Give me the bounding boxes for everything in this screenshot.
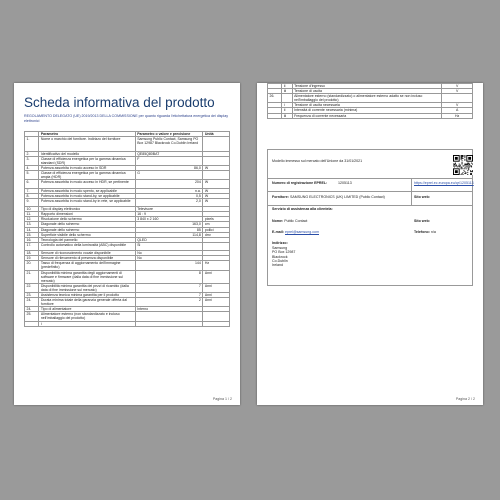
- row-value: QE85Q80BAT: [135, 151, 203, 156]
- address-label: Indirizzo:: [272, 241, 288, 245]
- row-value: 114,8: [135, 232, 203, 237]
- row-unit: Anni: [203, 293, 230, 298]
- table-row: [25, 242, 230, 250]
- row-number: 11.: [25, 212, 39, 217]
- page-number: Pagina 1 / 2: [212, 397, 232, 401]
- product-info-table: [24, 131, 230, 327]
- table-row: [25, 170, 230, 179]
- row-unit: Anni: [203, 298, 230, 307]
- address-line: Co.Dublin: [272, 258, 288, 263]
- row-subindex: ii: [282, 84, 292, 89]
- row-parameter: Alimentatore esterno (non standardizzato e incluso nell'imballaggio del prodotto): [39, 312, 135, 321]
- row-value: 0,5: [135, 193, 203, 198]
- row-parameter: Durata minima totale della garanzia generale offerta dal fornitore: [39, 298, 135, 307]
- table-row: [25, 261, 230, 270]
- row-parameter: Disponibilità minima garantita dei pezzi di ricambio (dalla data di fine immissione sul mercato): [39, 283, 135, 292]
- table-row: [25, 180, 230, 188]
- row-parameter: Potenza assorbita in modo spento, se applicabile: [39, 188, 135, 193]
- row-unit: Anni: [203, 270, 230, 283]
- row-parameter: Sensore di rilevamento di presenza disponibile: [39, 256, 135, 261]
- row-unit: cm: [203, 222, 230, 227]
- row-number: 19.: [25, 256, 39, 261]
- eprel-label: Numero di registrazione EPREL:: [272, 181, 328, 185]
- row-unit: W: [203, 198, 230, 206]
- email-link[interactable]: eprel@samsung.com: [284, 230, 319, 234]
- row-parameter: Alimentatore esterno (standardizzato) o alimentatore esterno adatto se non incluso nell'imballaggio del prodotto): [292, 94, 442, 103]
- row-parameter: Potenza assorbita in modo acceso in SDR: [39, 165, 135, 170]
- table-row: [25, 198, 230, 206]
- row-value: 163,0: [135, 222, 203, 227]
- table-row: [25, 298, 230, 307]
- row-unit: [203, 242, 230, 250]
- row-parameter: Risoluzione dello schermo: [39, 217, 135, 222]
- row-value: 3 840 x 2 160: [135, 217, 203, 222]
- row-unit: [442, 94, 473, 103]
- contact-name: Nome: Public Contact: [272, 219, 308, 223]
- row-parameter: Tensione di uscita necessaria: [292, 103, 442, 108]
- row-parameter: Nome o marchio del fornitore. Indirizzo del fornitore: [39, 137, 135, 152]
- row-number: 3.: [25, 156, 39, 165]
- table-row: [268, 113, 473, 118]
- row-number: 20.: [25, 261, 39, 270]
- row-parameter: Disponibilità minima garantita degli aggiornamenti di software e firmware (dalla data di fine immissione sul mercato): [39, 270, 135, 283]
- contact-phone: Telefono: n/a: [414, 230, 436, 234]
- supplier-field: Fornitore: SAMSUNG ELECTRONICS (UK) LIMITED (Public Contact): [272, 195, 385, 199]
- row-parameter: Tipo di alimentatore: [39, 307, 135, 312]
- row-number: 22.: [25, 283, 39, 292]
- address-line: Samsung: [272, 246, 288, 250]
- row-value: 2: [135, 298, 203, 307]
- address-line: Blackrock: [272, 254, 288, 259]
- row-unit: [203, 137, 230, 152]
- row-value: 7: [135, 293, 203, 298]
- page-number: Pagina 2 / 2: [455, 397, 475, 401]
- launch-note: Modello immesso sul mercato dell'Unione da 31/01/2021: [272, 159, 363, 163]
- document-page-1: [14, 83, 240, 405]
- row-value: Interno: [135, 307, 203, 312]
- row-parameter: Controllo automatico della luminosità (ABC) disponibile: [39, 242, 135, 250]
- row-parameter: Tensione di uscita: [292, 89, 442, 94]
- header-cell: Parametro o valore e precisione: [135, 132, 203, 137]
- row-unit: V: [442, 84, 473, 89]
- row-value: No: [135, 251, 203, 256]
- row-number: 7.: [25, 188, 39, 193]
- table-row: [25, 270, 230, 283]
- row-number: 24.: [25, 307, 39, 312]
- table-row: [268, 94, 473, 103]
- row-number: 9.: [25, 198, 39, 206]
- row-parameter: Tecnologia del pannello: [39, 237, 135, 242]
- row-subindex: i: [282, 103, 292, 108]
- row-parameter: Diagonale dello schermo: [39, 227, 135, 232]
- row-parameter: Sensore di riconoscimento vocale disponibile: [39, 251, 135, 256]
- row-unit: pollici: [203, 227, 230, 232]
- row-value: Si: [135, 242, 203, 250]
- row-unit: Hz: [442, 113, 473, 118]
- row-parameter: Frequenza di corrente necessaria: [292, 113, 442, 118]
- row-number: 16.: [25, 237, 39, 242]
- row-value: n.a.: [135, 188, 203, 193]
- row-number: 4.: [25, 165, 39, 170]
- row-parameter: Tasso di frequenza di aggiornamento dell'immagine (predefinito): [39, 261, 135, 270]
- row-parameter: Potenza assorbita in modo acceso in HDR, se pertinente: [39, 180, 135, 188]
- row-parameter: Tipo di display elettronico: [39, 207, 135, 212]
- row-unit: Anni: [203, 283, 230, 292]
- row-unit: V: [442, 103, 473, 108]
- row-unit: [203, 321, 230, 326]
- row-value: 204: [135, 180, 203, 188]
- header-cell: Unità: [203, 132, 230, 137]
- document-title: Scheda informativa del prodotto: [24, 95, 215, 110]
- row-unit: W: [203, 193, 230, 198]
- row-value: 7: [135, 283, 203, 292]
- row-parameter: Classe di efficienza energetica per la gamma dinamica standard (SDR): [39, 156, 135, 165]
- row-number: 25.: [25, 312, 39, 321]
- row-number: 21.: [25, 270, 39, 283]
- row-unit: W: [203, 188, 230, 193]
- row-value: No: [135, 256, 203, 261]
- row-number: 14.: [25, 227, 39, 232]
- row-parameter: Rapporto dimensioni: [39, 212, 135, 217]
- row-value: 16 : 9: [135, 212, 203, 217]
- row-value: 2,0: [135, 198, 203, 206]
- row-value: 144: [135, 261, 203, 270]
- row-value: Samsung Public Contact, Samsung PO Box 12987 Blackrock Co.Dublin Ireland: [135, 137, 203, 152]
- row-number: 10.: [25, 207, 39, 212]
- row-parameter: Superficie visibile dello schermo: [39, 232, 135, 237]
- row-subindex: [282, 94, 292, 103]
- row-number: 23.: [25, 293, 39, 298]
- row-number: 24.: [25, 298, 39, 307]
- row-parameter: Potenza assorbita in modo stand-by, se applicabile: [39, 193, 135, 198]
- eprel-link[interactable]: https://eprel.ec.europa.eu/qr/1205113: [414, 181, 474, 185]
- table-row: [25, 137, 230, 152]
- support-website-label: Sito web:: [414, 219, 430, 223]
- row-unit: [203, 170, 230, 179]
- row-unit: A: [442, 108, 473, 113]
- row-number: 17.: [25, 242, 39, 250]
- power-supply-table: [267, 83, 473, 119]
- address-line: PO Box 12987: [272, 250, 296, 255]
- row-number: 1.: [25, 137, 39, 152]
- row-value: [135, 312, 203, 321]
- table-row: [25, 283, 230, 292]
- row-parameter: Tensione d'ingresso: [292, 84, 442, 89]
- row-unit: dm²: [203, 232, 230, 237]
- row-value: 86,0: [135, 165, 203, 170]
- row-value: G: [135, 170, 203, 179]
- address-line: Ireland: [272, 263, 283, 268]
- row-value: QLED: [135, 237, 203, 242]
- row-subindex: iii: [282, 89, 292, 94]
- row-parameter: Potenza assorbita in modo stand-by in rete, se applicabile: [39, 198, 135, 206]
- row-number: 5.: [25, 170, 39, 179]
- row-parameter: Assistenza tecnica minima garantita per il prodotto: [39, 293, 135, 298]
- regulation-text: REGOLAMENTO DELEGATO (UE) 2019/2013 DELLA COMMISSIONE per quanto riguarda l'etichettatura energetica dei display elettronici: [24, 114, 229, 123]
- row-parameter: i: [39, 321, 135, 326]
- row-value: F: [135, 156, 203, 165]
- table-row: [25, 321, 230, 326]
- row-unit: W: [203, 180, 230, 188]
- eprel-number: 1205113: [338, 181, 352, 185]
- table-row: [25, 156, 230, 165]
- row-parameter: Identificativo del modello: [39, 151, 135, 156]
- row-unit: V: [442, 89, 473, 94]
- row-unit: Hz: [203, 261, 230, 270]
- contact-email: E-mail: eprel@samsung.com: [272, 230, 319, 234]
- row-number: 13.: [25, 222, 39, 227]
- row-value: [135, 321, 203, 326]
- row-parameter: Intensità di corrente necessaria (minima): [292, 108, 442, 113]
- document-page-2: [257, 83, 483, 405]
- row-number: 15.: [25, 232, 39, 237]
- address-block: [272, 246, 295, 267]
- row-number: [268, 113, 282, 118]
- row-number: 6.: [25, 180, 39, 188]
- registration-section: [267, 149, 473, 286]
- row-value: Televisore: [135, 207, 203, 212]
- row-number: 12.: [25, 217, 39, 222]
- row-unit: [203, 156, 230, 165]
- support-label: Servizio di assistenza alla clientela:: [272, 207, 333, 211]
- row-unit: [203, 312, 230, 321]
- row-number: [25, 321, 39, 326]
- row-unit: pixels: [203, 217, 230, 222]
- row-number: 18.: [25, 251, 39, 256]
- supplier-website-label: Sito web:: [414, 195, 430, 199]
- row-parameter: Diagonale dello schermo: [39, 222, 135, 227]
- row-value: 8: [135, 270, 203, 283]
- row-unit: W: [203, 165, 230, 170]
- row-subindex: ii: [282, 108, 292, 113]
- header-cell: Parametro: [39, 132, 135, 137]
- table-row: [25, 312, 230, 321]
- row-number: 26.: [268, 94, 282, 103]
- row-number: 8.: [25, 193, 39, 198]
- row-value: 85: [135, 227, 203, 232]
- row-parameter: Classe di efficienza energetica per la gamma dinamica ampia (HDR): [39, 170, 135, 179]
- qr-code-icon: [453, 155, 473, 175]
- row-number: 2.: [25, 151, 39, 156]
- row-subindex: iii: [282, 113, 292, 118]
